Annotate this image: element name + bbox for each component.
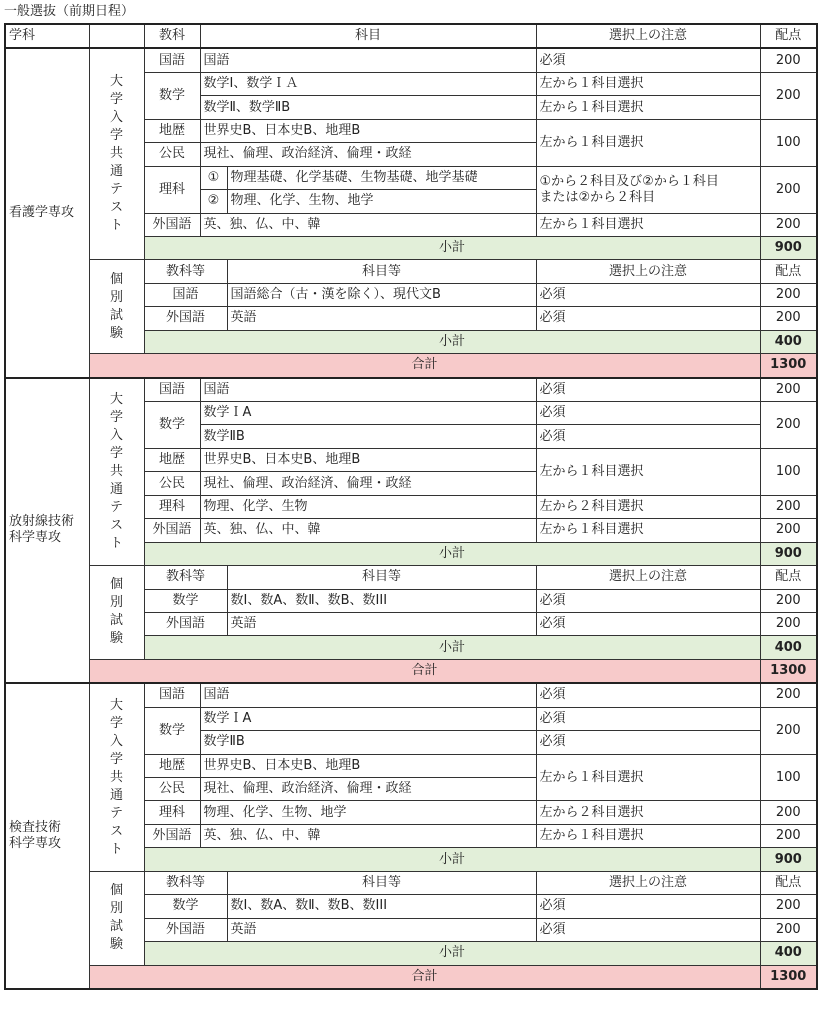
subtotal-label: 小計	[144, 236, 760, 259]
note: 必須	[536, 307, 760, 330]
note: 必須	[536, 402, 760, 425]
total-label: 合計	[89, 659, 760, 683]
individual-header-note: 選択上の注意	[536, 871, 760, 894]
subtotal-value: 400	[760, 942, 817, 965]
note: 必須	[536, 895, 760, 918]
points: 200	[760, 519, 817, 542]
subject: 世界史B、日本史B、地理B	[200, 754, 536, 777]
points: 200	[760, 495, 817, 518]
dept-name-line: 科学専攻	[9, 836, 62, 852]
points: 200	[760, 213, 817, 236]
points: 200	[760, 402, 817, 449]
individual-header-group: 教科等	[144, 566, 227, 589]
points: 200	[760, 683, 817, 707]
subtotal-value: 900	[760, 848, 817, 871]
points: 200	[760, 801, 817, 824]
individual-header-row	[5, 871, 817, 894]
subject-group: 外国語	[144, 307, 227, 330]
subject: 英、独、仏、中、韓	[200, 519, 536, 542]
subject-group: 数学	[144, 589, 227, 612]
note: 必須	[536, 425, 760, 448]
subject: 数学ⅡB	[200, 425, 536, 448]
table-row	[5, 378, 817, 402]
subject: 数Ⅰ、数A、数Ⅱ、数B、数III	[227, 589, 536, 612]
subject: 英語	[227, 918, 536, 941]
subject-group: 理科	[144, 801, 200, 824]
admission-table	[4, 23, 818, 990]
note: 必須	[536, 683, 760, 707]
individual-header-subject: 科目等	[227, 260, 536, 283]
points: 200	[760, 612, 817, 635]
note	[536, 166, 760, 213]
subject-group: 数学	[144, 402, 200, 449]
note: 必須	[536, 48, 760, 72]
note: 必須	[536, 918, 760, 941]
common-test-label: 大 学 入 学 共 通 テ ス ト	[89, 48, 144, 259]
dept-name	[5, 683, 89, 989]
dept-name	[5, 378, 89, 684]
individual-header-points: 配点	[760, 871, 817, 894]
subject-group: 数学	[144, 707, 200, 754]
subtotal-value: 400	[760, 636, 817, 659]
note: 左から１科目選択	[536, 72, 760, 95]
individual-header-group: 教科等	[144, 260, 227, 283]
subject-group: 国語	[144, 283, 227, 306]
subject: 国語総合（古・漢を除く）、現代文B	[227, 283, 536, 306]
subject: 数学ＩA	[200, 402, 536, 425]
header-note: 選択上の注意	[536, 24, 760, 48]
subject: 世界史B、日本史B、地理B	[200, 448, 536, 471]
points: 100	[760, 119, 817, 166]
subject: 英、独、仏、中、韓	[200, 213, 536, 236]
header-points: 配点	[760, 24, 817, 48]
header-blank	[89, 24, 144, 48]
points: 200	[760, 166, 817, 213]
subject-group: 公民	[144, 143, 200, 166]
subject-group: 地歴	[144, 119, 200, 142]
subject-group: 外国語	[144, 824, 200, 847]
header-dept: 学科	[5, 24, 89, 48]
note: 左から１科目選択	[536, 119, 760, 166]
circled-mark: ②	[200, 190, 227, 213]
points: 200	[760, 307, 817, 330]
subject-group: 地歴	[144, 754, 200, 777]
dept-name-line: 科学専攻	[9, 530, 62, 546]
subject-group: 外国語	[144, 213, 200, 236]
total-row	[5, 354, 817, 378]
page-title: 一般選抜（前期日程）	[4, 4, 135, 19]
subject: 現社、倫理、政治経済、倫理・政経	[200, 472, 536, 495]
note: 左から１科目選択	[536, 519, 760, 542]
subject-group: 地歴	[144, 448, 200, 471]
note-line: または②から２科目	[539, 189, 656, 205]
note-line: ①から２科目及び②から１科目	[539, 173, 719, 189]
subject-group: 公民	[144, 472, 200, 495]
subject: 国語	[200, 48, 536, 72]
dept-name-line: 検査技術	[9, 820, 62, 836]
note: 左から２科目選択	[536, 495, 760, 518]
note: 左から１科目選択	[536, 824, 760, 847]
subject: 物理、化学、生物、地学	[227, 190, 536, 213]
note: 必須	[536, 707, 760, 730]
total-label: 合計	[89, 965, 760, 989]
table-row	[5, 683, 817, 707]
subtotal-label: 小計	[144, 848, 760, 871]
subject-group: 国語	[144, 683, 200, 707]
individual-label: 個 別 試 験	[89, 871, 144, 965]
points: 200	[760, 918, 817, 941]
subject: 物理、化学、生物、地学	[200, 801, 536, 824]
subject-group: 外国語	[144, 918, 227, 941]
subject: 数学Ⅱ、数学ⅡB	[200, 96, 536, 119]
circled-mark: ①	[200, 166, 227, 189]
subject: 数学ＩA	[200, 707, 536, 730]
points: 100	[760, 448, 817, 495]
subject: 物理基礎、化学基礎、生物基礎、地学基礎	[227, 166, 536, 189]
individual-header-row	[5, 566, 817, 589]
subject-group: 公民	[144, 778, 200, 801]
table-header-row	[5, 24, 817, 48]
subject: 数学ⅡB	[200, 731, 536, 754]
points: 200	[760, 707, 817, 754]
total-row	[5, 659, 817, 683]
common-test-label: 大 学 入 学 共 通 テ ス ト	[89, 378, 144, 566]
note: 必須	[536, 612, 760, 635]
note: 左から１科目選択	[536, 213, 760, 236]
note: 必須	[536, 731, 760, 754]
individual-header-row	[5, 260, 817, 283]
subject: 英語	[227, 307, 536, 330]
subject-group: 理科	[144, 495, 200, 518]
note: 必須	[536, 378, 760, 402]
note: 必須	[536, 589, 760, 612]
subject-group: 国語	[144, 378, 200, 402]
subject-group: 理科	[144, 166, 200, 213]
individual-header-subject: 科目等	[227, 566, 536, 589]
subtotal-value: 900	[760, 542, 817, 565]
subject: 国語	[200, 378, 536, 402]
points: 200	[760, 283, 817, 306]
note: 左から２科目選択	[536, 801, 760, 824]
subject: 数学Ⅰ、数学ＩＡ	[200, 72, 536, 95]
points: 200	[760, 72, 817, 119]
subject: 英、独、仏、中、韓	[200, 824, 536, 847]
subject-group: 数学	[144, 72, 200, 119]
note: 左から１科目選択	[536, 96, 760, 119]
dept-name: 看護学専攻	[5, 48, 89, 377]
table-row	[5, 48, 817, 72]
note: 左から１科目選択	[536, 754, 760, 801]
subject-group: 数学	[144, 895, 227, 918]
individual-header-note: 選択上の注意	[536, 566, 760, 589]
subject-group: 国語	[144, 48, 200, 72]
subject: 現社、倫理、政治経済、倫理・政経	[200, 778, 536, 801]
subject: 国語	[200, 683, 536, 707]
common-test-label: 大 学 入 学 共 通 テ ス ト	[89, 683, 144, 871]
subject-group: 外国語	[144, 519, 200, 542]
points: 200	[760, 824, 817, 847]
subject: 現社、倫理、政治経済、倫理・政経	[200, 143, 536, 166]
individual-header-subject: 科目等	[227, 871, 536, 894]
points: 200	[760, 378, 817, 402]
individual-header-note: 選択上の注意	[536, 260, 760, 283]
individual-header-points: 配点	[760, 566, 817, 589]
individual-header-group: 教科等	[144, 871, 227, 894]
header-subject-group: 教科	[144, 24, 200, 48]
header-subject: 科目	[200, 24, 536, 48]
note: 必須	[536, 283, 760, 306]
individual-label: 個 別 試 験	[89, 260, 144, 354]
points: 200	[760, 48, 817, 72]
total-value: 1300	[760, 659, 817, 683]
note: 左から１科目選択	[536, 448, 760, 495]
subtotal-label: 小計	[144, 542, 760, 565]
subtotal-value: 900	[760, 236, 817, 259]
points: 100	[760, 754, 817, 801]
dept-name-line: 放射線技術	[9, 514, 75, 530]
points: 200	[760, 589, 817, 612]
subtotal-value: 400	[760, 330, 817, 353]
points: 200	[760, 895, 817, 918]
subtotal-label: 小計	[144, 636, 760, 659]
subject-group: 外国語	[144, 612, 227, 635]
subject: 物理、化学、生物	[200, 495, 536, 518]
subtotal-label: 小計	[144, 942, 760, 965]
subject: 英語	[227, 612, 536, 635]
total-value: 1300	[760, 354, 817, 378]
individual-label: 個 別 試 験	[89, 566, 144, 660]
subject: 数Ⅰ、数A、数Ⅱ、数B、数III	[227, 895, 536, 918]
total-label: 合計	[89, 354, 760, 378]
total-row	[5, 965, 817, 989]
total-value: 1300	[760, 965, 817, 989]
subject: 世界史B、日本史B、地理B	[200, 119, 536, 142]
subtotal-label: 小計	[144, 330, 760, 353]
individual-header-points: 配点	[760, 260, 817, 283]
